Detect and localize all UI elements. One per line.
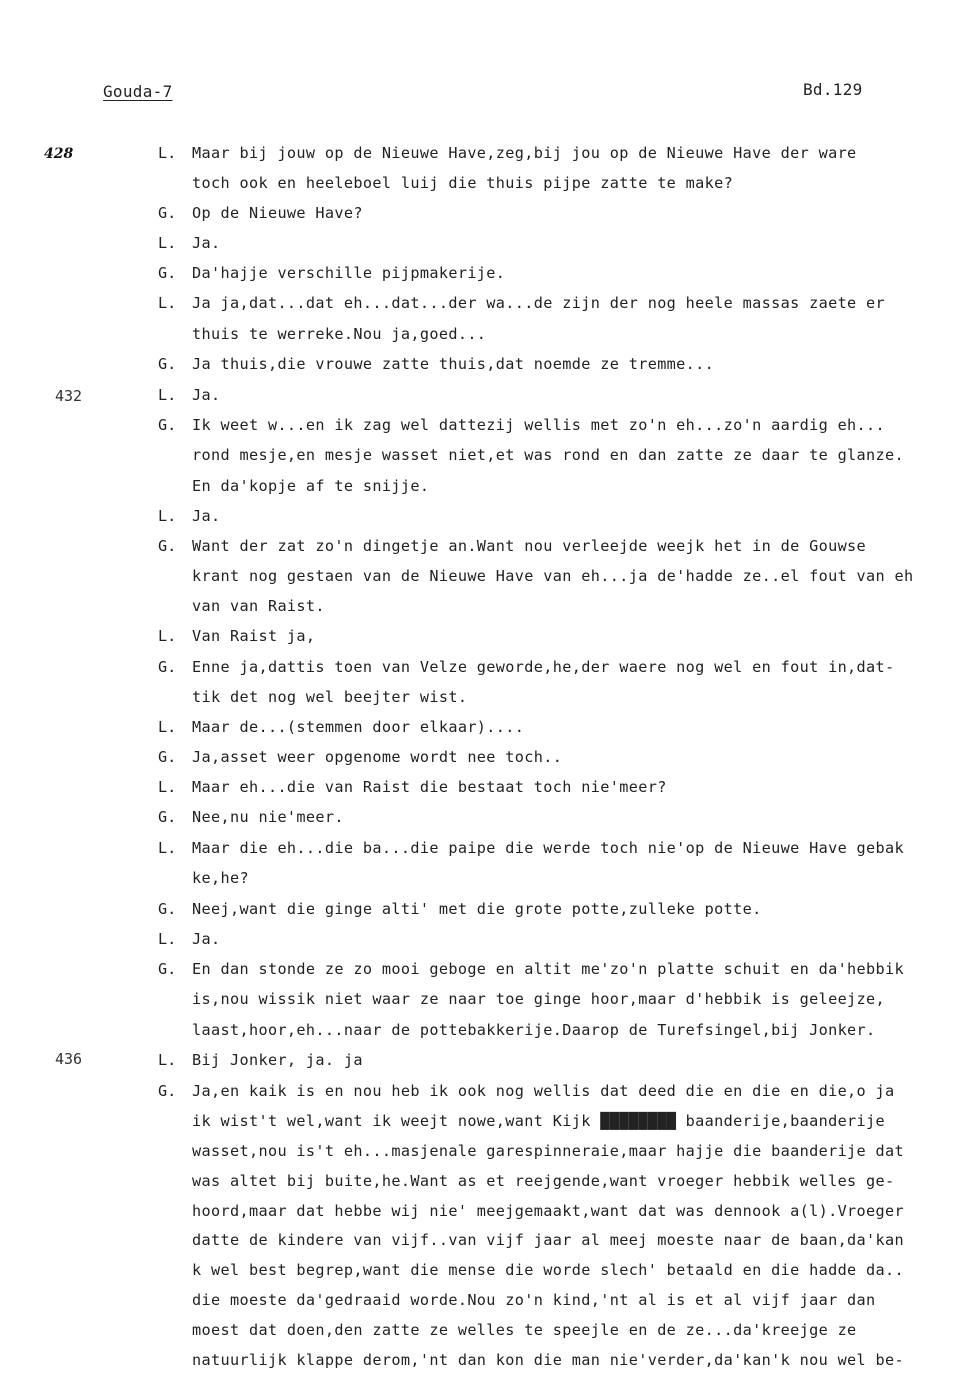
line-text: is,nou wissik niet waar ze naar toe ginge hoor,maar d'hebbik is geleejze,	[192, 990, 886, 1008]
line-text: Maar bij jouw op de Nieuwe Have,zeg,bij jou op de Nieuwe Have der ware	[192, 144, 857, 162]
line-text: toch ook en heeleboel luij die thuis pijpe zatte te make?	[192, 174, 734, 192]
line-text: En da'kopje af te snijje.	[192, 477, 430, 495]
line-text: Maar eh...die van Raist die bestaat toch nie'meer?	[192, 778, 667, 796]
line-text: krant nog gestaen van de Nieuwe Have van eh...ja de'hadde ze..el fout van eh	[192, 567, 914, 585]
speaker-label: L.	[158, 294, 177, 312]
line-text: van van Raist.	[192, 597, 325, 615]
line-text: Bij Jonker, ja. ja	[192, 1051, 363, 1069]
line-text: die moeste da'gedraaid worde.Nou zo'n kind,'nt al is et al vijf jaar dan	[192, 1291, 876, 1309]
speaker-label: G.	[158, 748, 177, 766]
line-text: wasset,nou is't eh...masjenale garespinneraie,maar hajje die baanderije dat	[192, 1142, 905, 1160]
line-text: Nee,nu nie'meer.	[192, 808, 344, 826]
speaker-label: L.	[158, 778, 177, 796]
speaker-label: L.	[158, 839, 177, 857]
line-text: Ja.	[192, 386, 221, 404]
margin-note-436: 436	[55, 1050, 83, 1068]
line-text: Ja,asset weer opgenome wordt nee toch..	[192, 748, 563, 766]
line-text: Van Raist ja,	[192, 627, 316, 645]
line-text: thuis te werreke.Nou ja,goed...	[192, 325, 487, 343]
speaker-label: G.	[158, 960, 177, 978]
line-text: laast,hoor,eh...naar de pottebakkerije.Daarop de Turefsingel,bij Jonker.	[192, 1021, 876, 1039]
speaker-label: L.	[158, 234, 177, 252]
line-text: Neej,want die ginge alti' met die grote potte,zulleke potte.	[192, 900, 762, 918]
line-text: rond mesje,en mesje wasset niet,et was rond en dan zatte ze daar te glanze.	[192, 446, 905, 464]
line-text: Ja,en kaik is en nou heb ik ook nog wellis dat deed die en die en die,o ja	[192, 1082, 895, 1100]
speaker-label: L.	[158, 507, 177, 525]
line-text: Ik weet w...en ik zag wel dattezij wellis met zo'n eh...zo'n aardig eh...	[192, 416, 886, 434]
line-text: tik det nog wel beejter wist.	[192, 688, 468, 706]
speaker-label: L.	[158, 627, 177, 645]
line-text: Want der zat zo'n dingetje an.Want nou verleejde weejk het in de Gouwse	[192, 537, 867, 555]
margin-note-428: 428	[44, 146, 74, 162]
speaker-label: L.	[158, 386, 177, 404]
speaker-label: G.	[158, 1082, 177, 1100]
speaker-label: G.	[158, 416, 177, 434]
line-text: was altet bij buite,he.Want as et reejgende,want vroeger hebbik welles ge-	[192, 1172, 895, 1190]
line-text: Ja.	[192, 507, 221, 525]
speaker-label: G.	[158, 204, 177, 222]
line-text: ke,he?	[192, 869, 249, 887]
line-text: Ja thuis,die vrouwe zatte thuis,dat noemde ze tremme...	[192, 355, 715, 373]
speaker-label: G.	[158, 658, 177, 676]
document-code: Gouda-7	[103, 82, 173, 101]
speaker-label: G.	[158, 264, 177, 282]
line-text: k wel best begrep,want die mense die worde slech' betaald en die hadde da..	[192, 1261, 905, 1279]
line-text: Enne ja,dattis toen van Velze geworde,he,der waere nog wel en fout in,dat-	[192, 658, 895, 676]
speaker-label: L.	[158, 144, 177, 162]
line-text: Da'hajje verschille pijpmakerije.	[192, 264, 506, 282]
speaker-label: G.	[158, 900, 177, 918]
speaker-label: L.	[158, 930, 177, 948]
volume-page-number: Bd.129	[803, 80, 863, 99]
line-text: Ja.	[192, 234, 221, 252]
line-text: hoord,maar dat hebbe wij nie' meejgemaakt,want dat was dennook a(l).Vroeger	[192, 1202, 905, 1220]
speaker-label: G.	[158, 537, 177, 555]
line-text: natuurlijk klappe derom,'nt dan kon die man nie'verder,da'kan'k nou wel be-	[192, 1351, 905, 1369]
line-text: Maar die eh...die ba...die paipe die werde toch nie'op de Nieuwe Have gebak	[192, 839, 905, 857]
line-text: moest dat doen,den zatte ze welles te speejle en de ze...da'kreejge ze	[192, 1321, 857, 1339]
speaker-label: L.	[158, 1051, 177, 1069]
line-text: Op de Nieuwe Have?	[192, 204, 363, 222]
line-text: Maar de...(stemmen door elkaar)....	[192, 718, 525, 736]
line-text: datte de kindere van vijf..van vijf jaar al meej moeste naar de baan,da'kan	[192, 1231, 905, 1249]
line-text: En dan stonde ze zo mooi geboge en altit me'zo'n platte schuit en da'hebbik	[192, 960, 905, 978]
line-text: Ja.	[192, 930, 221, 948]
speaker-label: L.	[158, 718, 177, 736]
speaker-label: G.	[158, 355, 177, 373]
margin-note-432: 432	[55, 387, 83, 405]
line-text: Ja ja,dat...dat eh...dat...der wa...de zijn der nog heele massas zaete er	[192, 294, 886, 312]
speaker-label: G.	[158, 808, 177, 826]
line-text: ik wist't wel,want ik weejt nowe,want Kijk ████████ baanderije,baanderije	[192, 1112, 886, 1130]
